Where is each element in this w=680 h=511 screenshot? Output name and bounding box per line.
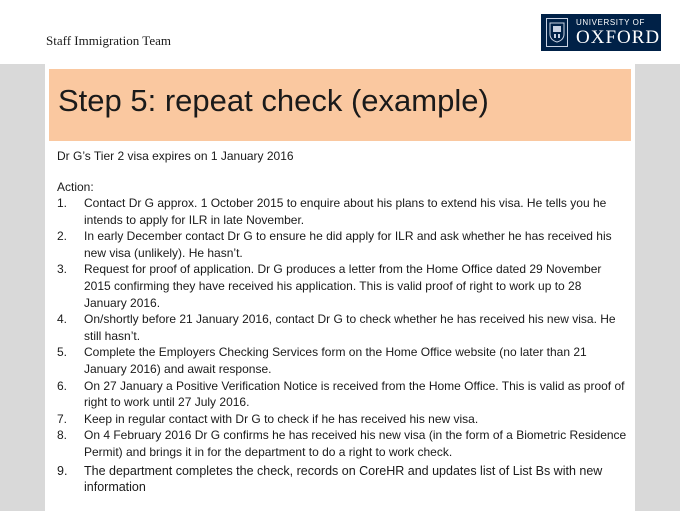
step-text: Request for proof of application. Dr G produces a letter from the Home Office dated 29 November 2015 confirming they have received his application. This is valid proof of right to work up to 28 January 2016. bbox=[84, 262, 602, 310]
step-text: Keep in regular contact with Dr G to check if he has received his new visa. bbox=[84, 411, 479, 426]
step-number: 6. bbox=[57, 378, 68, 393]
step-number: 7. bbox=[57, 411, 68, 426]
logo-university-of: UNIVERSITY OF bbox=[576, 17, 645, 27]
step-text: On 27 January a Positive Verification Notice is received from the Home Office. This is valid as proof of right to work until 27 July 2016. bbox=[84, 378, 625, 410]
step-number: 9. bbox=[57, 463, 68, 478]
crest-icon bbox=[546, 18, 568, 47]
step-text: On/shortly before 21 January 2016, contact Dr G to check whether he has received his new visa. He still hasn’t. bbox=[84, 312, 616, 343]
step-number: 2. bbox=[57, 229, 68, 244]
step-number: 5. bbox=[57, 345, 68, 360]
step-number: 3. bbox=[57, 262, 68, 277]
list-item bbox=[57, 195, 627, 228]
step-text: On 4 February 2016 Dr G confirms he has received his new visa (in the form of a Biometric Residence Permit) and brings it in for the department to do a right to work check. bbox=[84, 428, 627, 459]
list-item bbox=[57, 261, 627, 311]
list-item bbox=[57, 344, 627, 377]
oxford-logo bbox=[541, 14, 661, 51]
slide-title: Step 5: repeat check (example) bbox=[58, 83, 489, 118]
list-item bbox=[57, 311, 627, 344]
step-text: The department completes the check, records on CoreHR and updates list of List Bs with new information bbox=[84, 463, 603, 494]
steps-list bbox=[57, 195, 627, 495]
step-number: 1. bbox=[57, 196, 68, 210]
logo-oxford: OXFORD bbox=[576, 26, 661, 48]
step-text: Complete the Employers Checking Services form on the Home Office website (no later than 21 January 2016) and await response. bbox=[84, 345, 587, 376]
title-band bbox=[49, 69, 631, 141]
list-item bbox=[57, 378, 627, 411]
slide bbox=[45, 64, 635, 511]
step-number: 4. bbox=[57, 312, 68, 327]
action-label: Action: bbox=[57, 180, 94, 194]
step-text: In early December contact Dr G to ensure he did apply for ILR and ask whether he has received his new visa (unlikely). He hasn’t. bbox=[84, 229, 612, 260]
list-item bbox=[57, 411, 627, 428]
intro-text: Dr G’s Tier 2 visa expires on 1 January 2016 bbox=[57, 149, 294, 163]
list-item bbox=[57, 228, 627, 261]
step-text: Contact Dr G approx. 1 October 2015 to enquire about his plans to extend his visa. He tells you he intends to apply for ILR in late November. bbox=[84, 196, 607, 227]
step-number: 8. bbox=[57, 428, 68, 443]
list-item bbox=[57, 463, 627, 495]
header-bar bbox=[0, 0, 680, 64]
list-item bbox=[57, 427, 627, 460]
team-label: Staff Immigration Team bbox=[46, 33, 171, 48]
